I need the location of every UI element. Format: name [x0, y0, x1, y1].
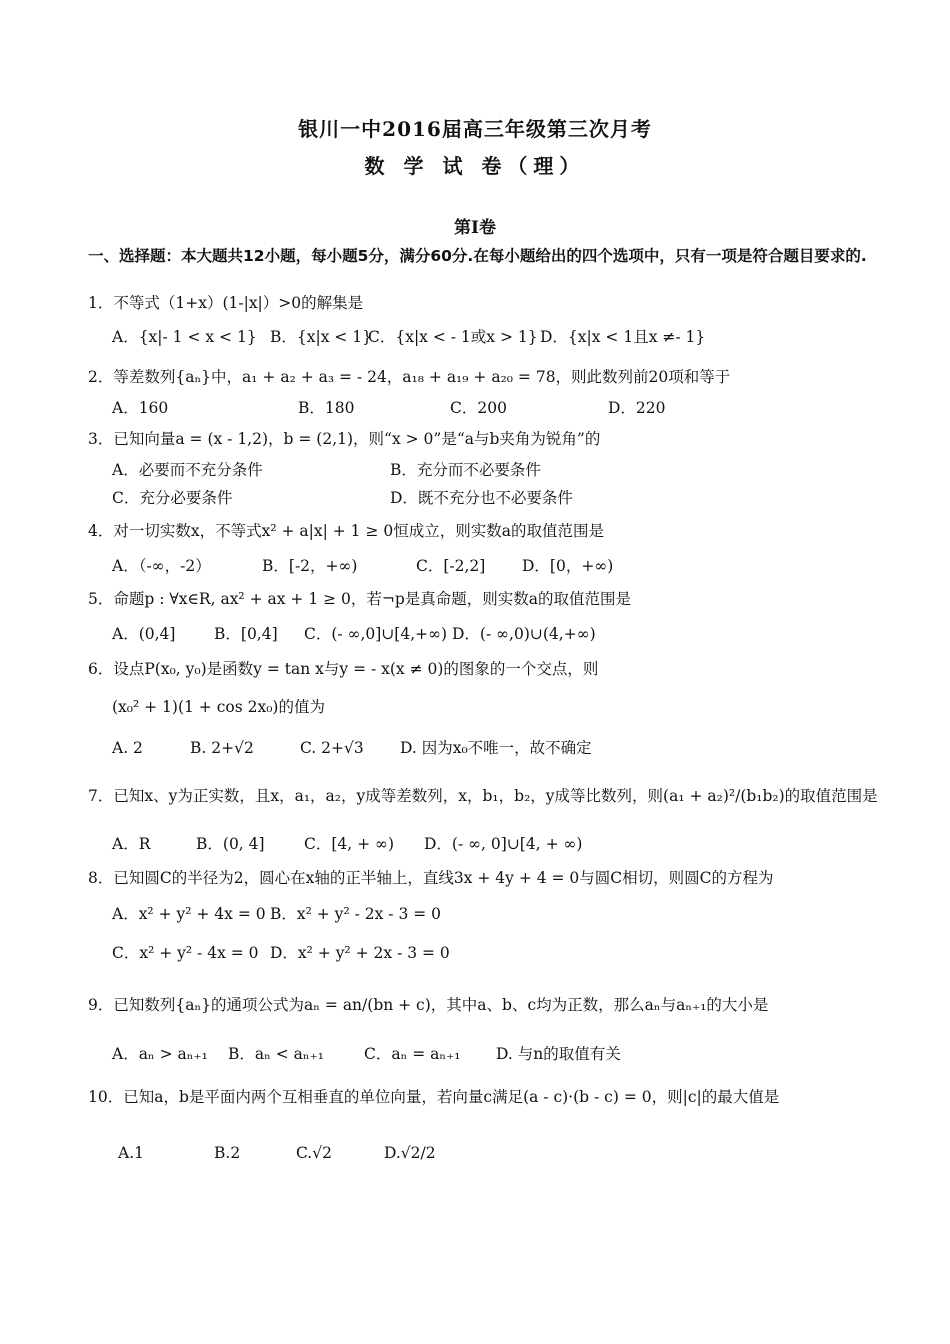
question-7-stem: 7．已知x、y为正实数，且x，a₁，a₂，y成等差数列，x，b₁，b₂，y成等比数列，则(a₁ + a₂)²/(b₁b₂)的取值范围是: [88, 787, 878, 805]
question-2-option-b: B．180: [298, 399, 355, 417]
question-9-stem: 9．已知数列{aₙ}的通项公式为aₙ = an/(bn + c)，其中a、b、c均为正数，那么aₙ与aₙ₊₁的大小是: [88, 996, 769, 1014]
question-4-stem: 4．对一切实数x，不等式x² + a|x| + 1 ≥ 0恒成立，则实数a的取值范围是: [88, 522, 604, 540]
question-2-option-a: A．160: [112, 399, 169, 417]
question-5-option-c: C．(- ∞,0]∪[4,+∞): [304, 625, 448, 643]
question-4-option-d: D．[0，+∞): [522, 557, 614, 575]
question-3-option-a: A．必要而不充分条件: [112, 461, 263, 479]
question-2-option-c: C．200: [450, 399, 507, 417]
section-instructions: 一、选择题：本大题共12小题，每小题5分，满分60分.在每小题给出的四个选项中，只有一项是符合题目要求的.: [88, 247, 867, 265]
question-5-option-b: B．[0,4]: [214, 625, 278, 643]
question-3-option-b: B．充分而不必要条件: [390, 461, 541, 479]
exam-subtitle: 数 学 试 卷（理）: [364, 154, 586, 178]
question-1-option-c: C．{x|x < - 1或x > 1}: [368, 328, 538, 346]
question-8-option-b: B．x² + y² - 2x - 3 = 0: [270, 905, 442, 923]
question-6-option-d: D. 因为x₀不唯一，故不确定: [400, 739, 592, 757]
question-7-option-a: A．R: [112, 835, 151, 853]
question-10-option-a: A.1: [118, 1144, 144, 1162]
question-3-option-c: C．充分必要条件: [112, 489, 233, 507]
question-7-option-d: D．(- ∞, 0]∪[4, + ∞): [424, 835, 583, 853]
question-4-option-c: C．[-2,2]: [416, 557, 486, 575]
question-9-option-a: A．aₙ > aₙ₊₁: [112, 1045, 208, 1063]
question-5-option-d: D．(- ∞,0)∪(4,+∞): [452, 625, 596, 643]
question-5-stem: 5．命题p : ∀x∈R, ax² + ax + 1 ≥ 0，若¬p是真命题，则实数a的取值范围是: [88, 590, 632, 608]
question-2-stem: 2．等差数列{aₙ}中，a₁ + a₂ + a₃ = - 24，a₁₈ + a₁₉ + a₂₀ = 78，则此数列前20项和等于: [88, 368, 731, 386]
question-8-stem: 8．已知圆C的半径为2，圆心在x轴的正半轴上，直线3x + 4y + 4 = 0与圆C相切，则圆C的方程为: [88, 869, 774, 887]
question-4-option-a: A．（-∞，-2）: [112, 557, 211, 575]
question-10-option-c: C.√2: [296, 1144, 332, 1162]
question-8-option-c: C．x² + y² - 4x = 0: [112, 944, 259, 962]
question-3-stem: 3．已知向量a = (x - 1,2)，b = (2,1)，则“x > 0”是“a与b夹角为锐角”的: [88, 430, 601, 448]
question-10-stem: 10．已知a，b是平面内两个互相垂直的单位向量，若向量c满足(a - c)·(b - c) = 0，则|c|的最大值是: [88, 1088, 780, 1106]
question-8-option-a: A．x² + y² + 4x = 0: [112, 905, 266, 923]
question-6-option-c: C. 2+√3: [300, 739, 364, 757]
question-5-option-a: A．(0,4]: [112, 625, 176, 643]
question-6-stem-continued: (x₀² + 1)(1 + cos 2x₀)的值为: [112, 698, 325, 716]
question-4-option-b: B．[-2，+∞): [262, 557, 358, 575]
question-2-option-d: D．220: [608, 399, 666, 417]
question-1-stem: 1．不等式（1+x）(1-|x|）>0的解集是: [88, 294, 364, 312]
exam-title: 银川一中2016届高三年级第三次月考: [298, 117, 652, 141]
question-6-option-b: B. 2+√2: [190, 739, 254, 757]
question-3-option-d: D．既不充分也不必要条件: [390, 489, 573, 507]
question-1-option-a: A．{x|- 1 < x < 1}: [112, 328, 257, 346]
question-9-option-b: B．aₙ < aₙ₊₁: [228, 1045, 325, 1063]
question-10-option-d: D.√2/2: [384, 1144, 436, 1162]
question-6-stem: 6．设点P(x₀, y₀)是函数y = tan x与y = - x(x ≠ 0)的图象的一个交点，则: [88, 660, 599, 678]
question-1-option-b: B．{x|x < 1}: [270, 328, 373, 346]
question-9-option-d: D. 与n的取值有关: [496, 1045, 621, 1063]
question-6-option-a: A. 2: [112, 739, 143, 757]
part-heading: 第Ⅰ卷: [454, 218, 496, 238]
question-10-option-b: B.2: [214, 1144, 241, 1162]
question-7-option-c: C．[4, + ∞): [304, 835, 394, 853]
question-8-option-d: D．x² + y² + 2x - 3 = 0: [270, 944, 450, 962]
question-1-option-d: D．{x|x < 1且x ≠- 1}: [540, 328, 706, 346]
question-9-option-c: C．aₙ = aₙ₊₁: [364, 1045, 461, 1063]
question-7-option-b: B．(0, 4]: [196, 835, 265, 853]
